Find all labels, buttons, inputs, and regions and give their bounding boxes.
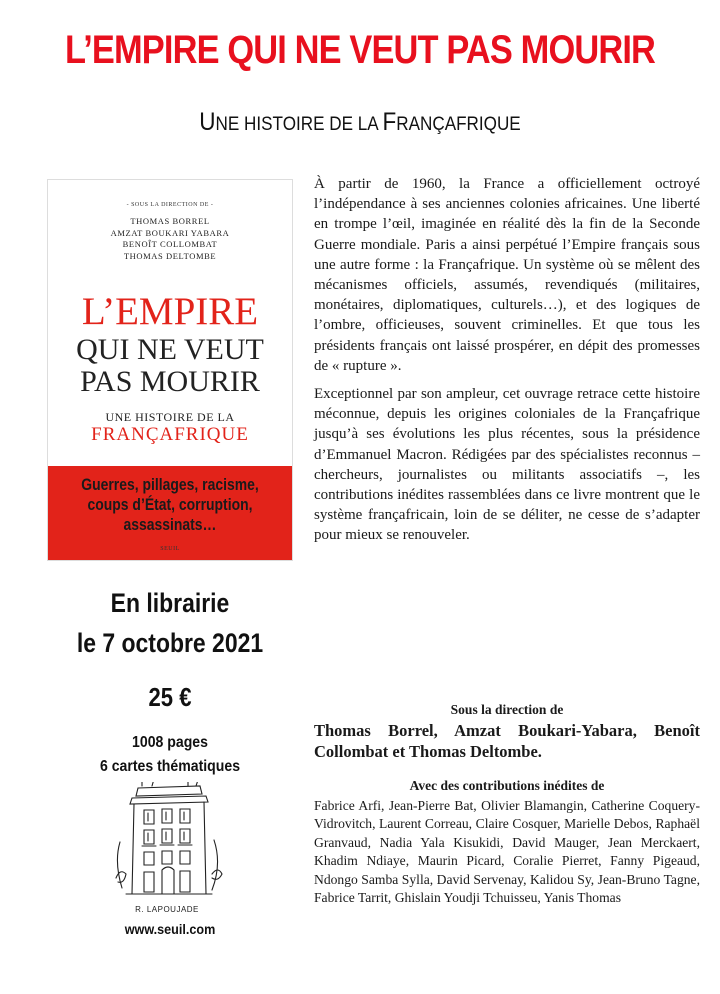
description-paragraph: À partir de 1960, la France a officiellement octroyé l’indépendance à ses anciennes colonies africaines. Une liberté en trompe l’œil, imaginée en réalité dès la fin de la Seconde Guerre mondiale. Paris a ainsi perpétué l’Empire français sous une autre forme : la Françafrique. Un système où se mêlent des mécanismes officiels, assumés, revendiqués (militaires, monétaires, diplomatiques, culturels…), et des logiques de l’ombre, officieuses, souvent criminelles. Et que tous les présidents français ont laissé prospérer, en dépit des promesses de « rupture ». (314, 176, 700, 374)
description-paragraph: Exceptionnel par son ampleur, cet ouvrage retrace cette histoire méconnue, depuis les origines coloniales de la Françafrique jusqu’à ses évolutions les plus récentes, sous la présidence d’Emmanuel Macron. Rédigées par des spécialistes reconnus – chercheurs, journalistes ou militants associatifs –, les contributions inédites rassemblées dans ce livre montrent que le système françafricain, loin de se déliter, ne cesse de s’adapter pour mieux se renouveler. (314, 386, 700, 544)
cover-title-line-2: QUI NE VEUT (76, 333, 264, 366)
page-count: 1008 pages (132, 734, 208, 751)
direction-names: Thomas Borrel, Amzat Boukari-Yabara, Benoît Collombat et Thomas Deltombe. (314, 721, 700, 761)
contributors-list: Fabrice Arfi, Jean-Pierre Bat, Olivier Blamangin, Catherine Coquery-Vidrovitch, Laurent Correau, Claire Cosquer, Marielle Debos, Raphaël Granvaud, Nadia Yala Kisukidi, David Mauger, Jean Merckaert, Khadim Ndiaye, Maurin Picard, Coralie Pierret, Fanny Pigeaud, Ndongo Samba Sylla, David Servenay, Kalidou Sy, Jean-Bruno Tagne, Fabrice Tarrit, Ghislain Youdji Tchuisseu, Yanis Thomas (314, 798, 700, 906)
cover-direction-label: - SOUS LA DIRECTION DE - (126, 202, 214, 208)
page-subtitle (36, 108, 684, 137)
book-cover (48, 180, 292, 560)
book-description (314, 174, 700, 554)
cover-publisher: SEUIL (160, 546, 180, 552)
subtitle-part-1: NE HISTOIRE DE LA (215, 114, 383, 135)
direction-heading: Sous la direction de (450, 702, 564, 717)
cover-author: BENOÎT COLLOMBAT (122, 239, 218, 249)
release-label: En librairie (110, 588, 230, 618)
cover-subtitle-line-1: UNE HISTOIRE DE LA (105, 410, 235, 424)
subtitle-part-2: RANÇAFRIQUE (396, 114, 521, 135)
publisher-website: www.seuil.com (124, 921, 216, 937)
page-title: L’EMPIRE QUI NE VEUT PAS MOURIR (64, 28, 656, 72)
cover-tagline-line: assassinats… (123, 515, 217, 534)
map-count: 6 cartes thématiques (99, 758, 241, 775)
cover-title-line-1: L’EMPIRE (81, 290, 259, 333)
subtitle-initial-1: U (199, 108, 216, 136)
cover-author: THOMAS BORREL (130, 216, 210, 226)
cover-author: AMZAT BOUKARI YABARA (110, 227, 230, 238)
contributions-heading: Avec des contributions inédites de (409, 778, 605, 793)
subtitle-initial-2: F (382, 108, 397, 136)
building-sketch-illustration (108, 782, 226, 918)
cover-authors (48, 216, 292, 262)
cover-red-band (48, 466, 292, 560)
cover-tagline-line: coups d’État, corruption, (87, 495, 253, 514)
cover-author: THOMAS DELTOMBE (123, 250, 217, 261)
sketch-signature: R. LAPOUJADE (135, 905, 199, 914)
cover-tagline (70, 475, 270, 535)
cover-title-line-3: PAS MOURIR (80, 365, 260, 398)
cover-subtitle-line-2: FRANÇAFRIQUE (91, 424, 249, 445)
cover-tagline-line: Guerres, pillages, racisme, (81, 475, 259, 494)
release-date: le 7 octobre 2021 (76, 628, 264, 658)
price: 25 € (148, 682, 192, 712)
